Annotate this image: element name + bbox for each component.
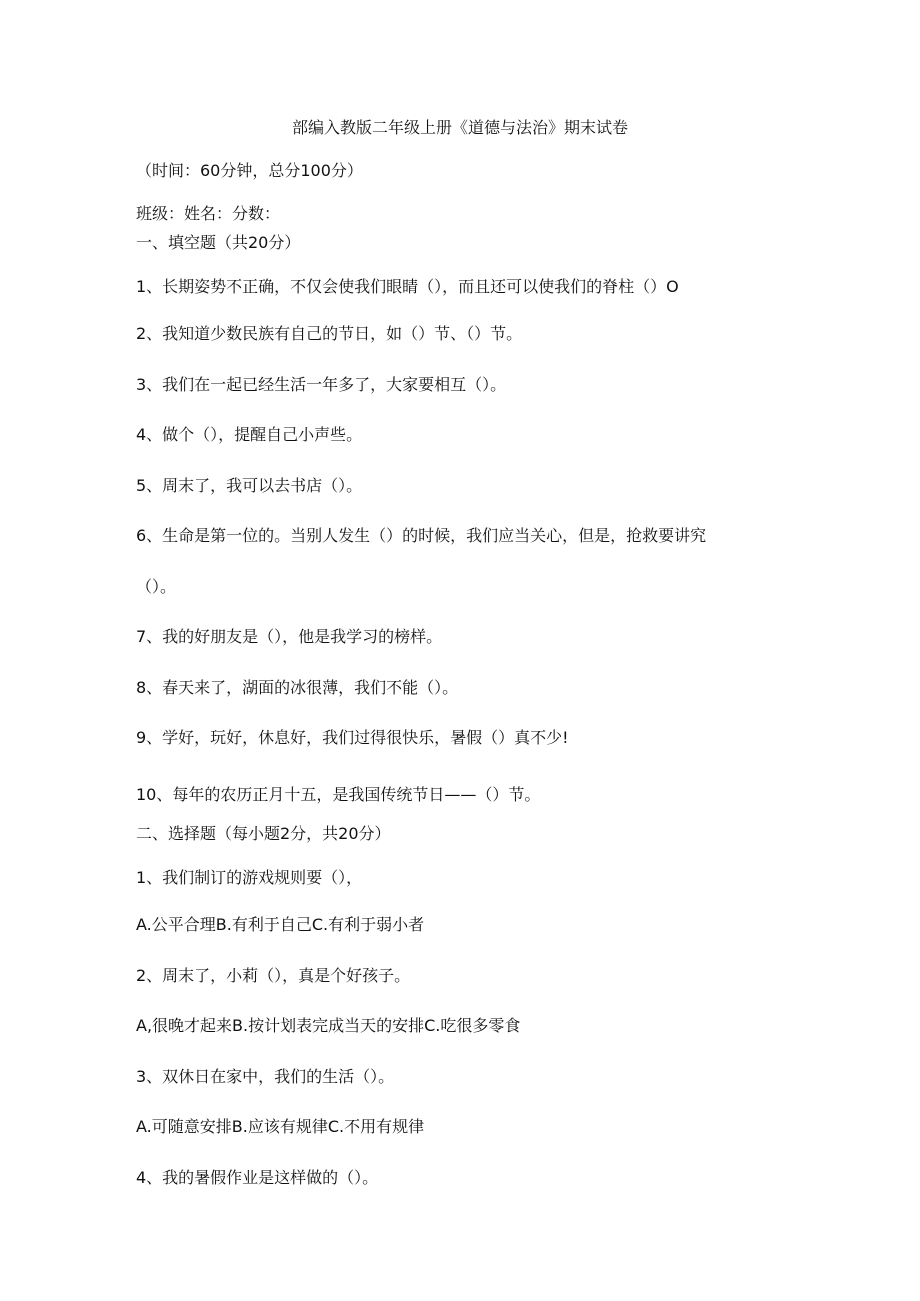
fill-question: 5、周末了，我可以去书店（）。: [136, 476, 363, 495]
fill-question: 8、春天来了，湖面的冰很薄，我们不能（）。: [136, 678, 459, 697]
choice-question: 3、双休日在家中，我们的生活（）。: [136, 1067, 395, 1086]
section2-heading: 二、选择题（每小题2分，共20分）: [136, 824, 391, 843]
student-info: 班级：姓名：分数：: [136, 204, 281, 223]
choice-options: A.可随意安排B.应该有规律C.不用有规律: [136, 1117, 425, 1136]
fill-question: 3、我们在一起已经生活一年多了，大家要相互（）。: [136, 375, 507, 394]
time-info: （时间：60分钟，总分100分）: [136, 161, 363, 180]
choice-question: 2、周末了，小莉（），真是个好孩子。: [136, 966, 411, 985]
fill-question: 2、我知道少数民族有自己的节日，如（）节、（）节。: [136, 324, 523, 343]
fill-question: 10、每年的农历正月十五，是我国传统节日——（）节。: [136, 785, 541, 804]
choice-question: 1、我们制订的游戏规则要（），: [136, 868, 363, 887]
fill-question-continuation: （）。: [136, 577, 177, 596]
fill-question: 4、做个（），提醒自己小声些。: [136, 425, 363, 444]
section1-heading: 一、填空题（共20分）: [136, 233, 301, 252]
exam-title: 部编入教版二年级上册《道德与法治》期末试卷: [291, 118, 628, 137]
fill-question: 7、我的好朋友是（），他是我学习的榜样。: [136, 627, 443, 646]
fill-question: 9、学好，玩好，休息好，我们过得很快乐，暑假（）真不少!: [136, 728, 569, 747]
choice-question: 4、我的暑假作业是这样做的（）。: [136, 1168, 379, 1187]
fill-question: 1、长期姿势不正确，不仅会使我们眼睛（），而且还可以使我们的脊柱（）O: [136, 277, 679, 296]
choice-options: A,很晚才起来B.按计划表完成当天的安排C.吃很多零食: [136, 1016, 521, 1035]
fill-question: 6、生命是第一位的。当别人发生（）的时候，我们应当关心，但是，抢救要讲究: [136, 526, 707, 545]
choice-options: A.公平合理B.有利于自己C.有利于弱小者: [136, 915, 425, 934]
